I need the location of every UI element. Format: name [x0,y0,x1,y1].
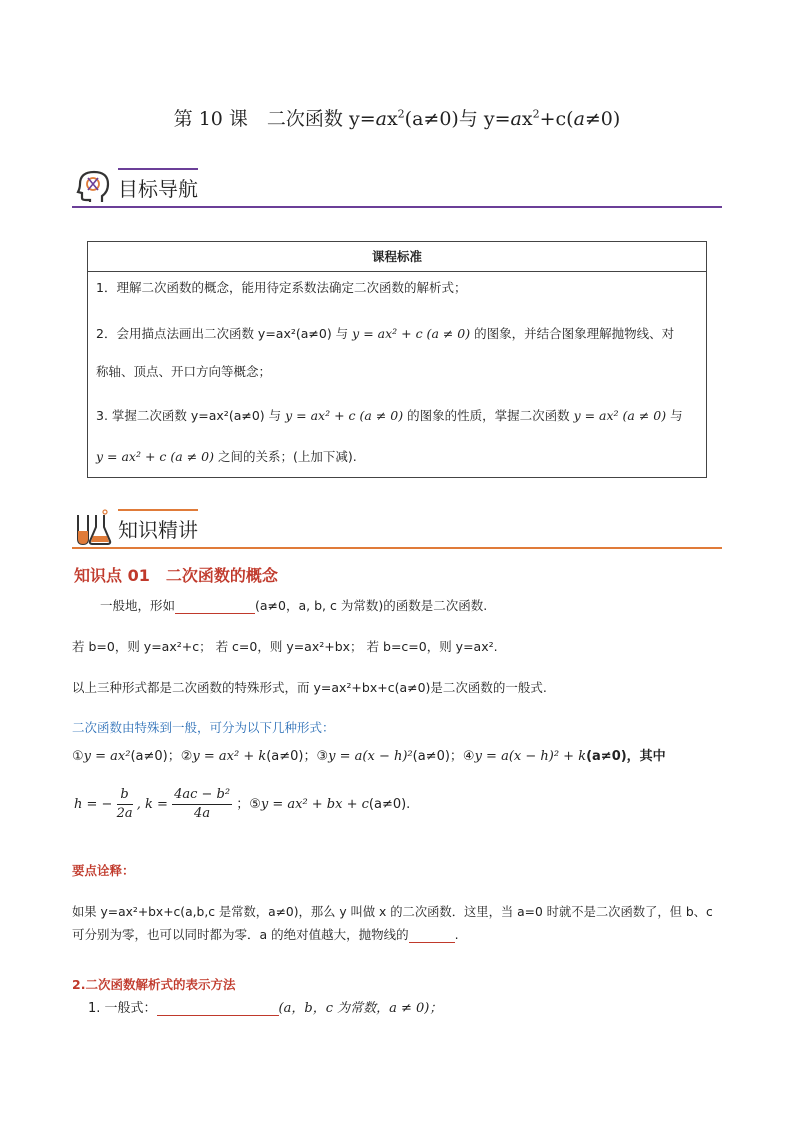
standard-item-3: 3. 掌握二次函数 y=ax²(a≠0) 与 y = ax² + c (a ≠ 0) 的图象的性质，掌握二次函数 y = ax² (a ≠ 0) 与 [96,408,683,423]
h-fraction: $\frac{b}{2a}$ [116,787,133,821]
standards-header: 课程标准 [88,242,706,272]
kp1-title: 知识点 01 二次函数的概念 [74,566,278,585]
k-fraction: $\frac{\text{4ac − b²}}{4a}$ [174,787,231,821]
kp1-hk-formula: h = − $\frac{b}{2a}$ , k = $\frac{\text{4ac − b²}}{4a}$ ；⑤y = ax² + bx + c(a≠0). [74,787,411,821]
standard-item-2: 2．会用描点法画出二次函数 y=ax²(a≠0) 与 y = ax² + c (a ≠ 0) 的图象，并结合图象理解抛物线、对 [96,326,675,341]
blank-2 [409,929,455,943]
rep-title: 2.二次函数解析式的表示方法 [72,977,236,992]
section-goal [72,168,722,208]
head-brain-icon [72,168,112,206]
section-knowledge [72,509,722,549]
flask-icon [72,509,114,547]
notes-p1: 如果 y=ax²+bx+c(a,b,c 是常数，a≠0)，那么 y 叫做 x 的二次函数．这里，当 a=0 时就不是二次函数了，但 b、c [72,905,713,919]
blank-3 [157,1001,279,1016]
standard-item-3-cont: y = ax² + c (a ≠ 0) 之间的关系；(上加下减). [96,449,357,464]
kp1-line1: 一般地，形如 (a≠0，a, b, c 为常数)的函数是二次函数. [100,598,488,613]
notes-title: 要点诠释： [72,863,135,878]
rep-item-1: 1. 一般式： (a，b，c 为常数，a ≠ 0)； [88,1001,443,1016]
section-knowledge-label: 知识精讲 [118,518,198,542]
standard-item-1: 1．理解二次函数的概念，能用待定系数法确定二次函数的解析式； [96,280,467,295]
standards-table [87,241,707,478]
kp1-forms: ①y = ax²(a≠0)；②y = ax² + k(a≠0)；③y = a(x − h)²(a≠0)；④y = a(x − h)² + k(a≠0)，其中 [72,749,666,764]
kp1-line4: 二次函数由特殊到一般，可分为以下几种形式： [72,720,335,735]
standard-item-2-cont: 称轴、顶点、开口方向等概念； [96,364,272,379]
notes-p2: 可分别为零，也可以同时都为零．a 的绝对值越大，抛物线的 . [72,927,459,942]
section-goal-label: 目标导航 [118,177,198,201]
blank-1 [175,599,255,614]
kp1-line2: 若 b=0，则 y=ax²+c； 若 c=0，则 y=ax²+bx； 若 b=c=0，则 y=ax². [72,639,498,654]
page-title: 第 10 课 二次函数 $y=ax^2(a\ne 0)$与 $y=ax^2+c(a\ne 0)$ [173,107,621,130]
kp1-line3: 以上三种形式都是二次函数的特殊形式，而 y=ax²+bx+c(a≠0)是二次函数的一般式. [72,680,547,695]
